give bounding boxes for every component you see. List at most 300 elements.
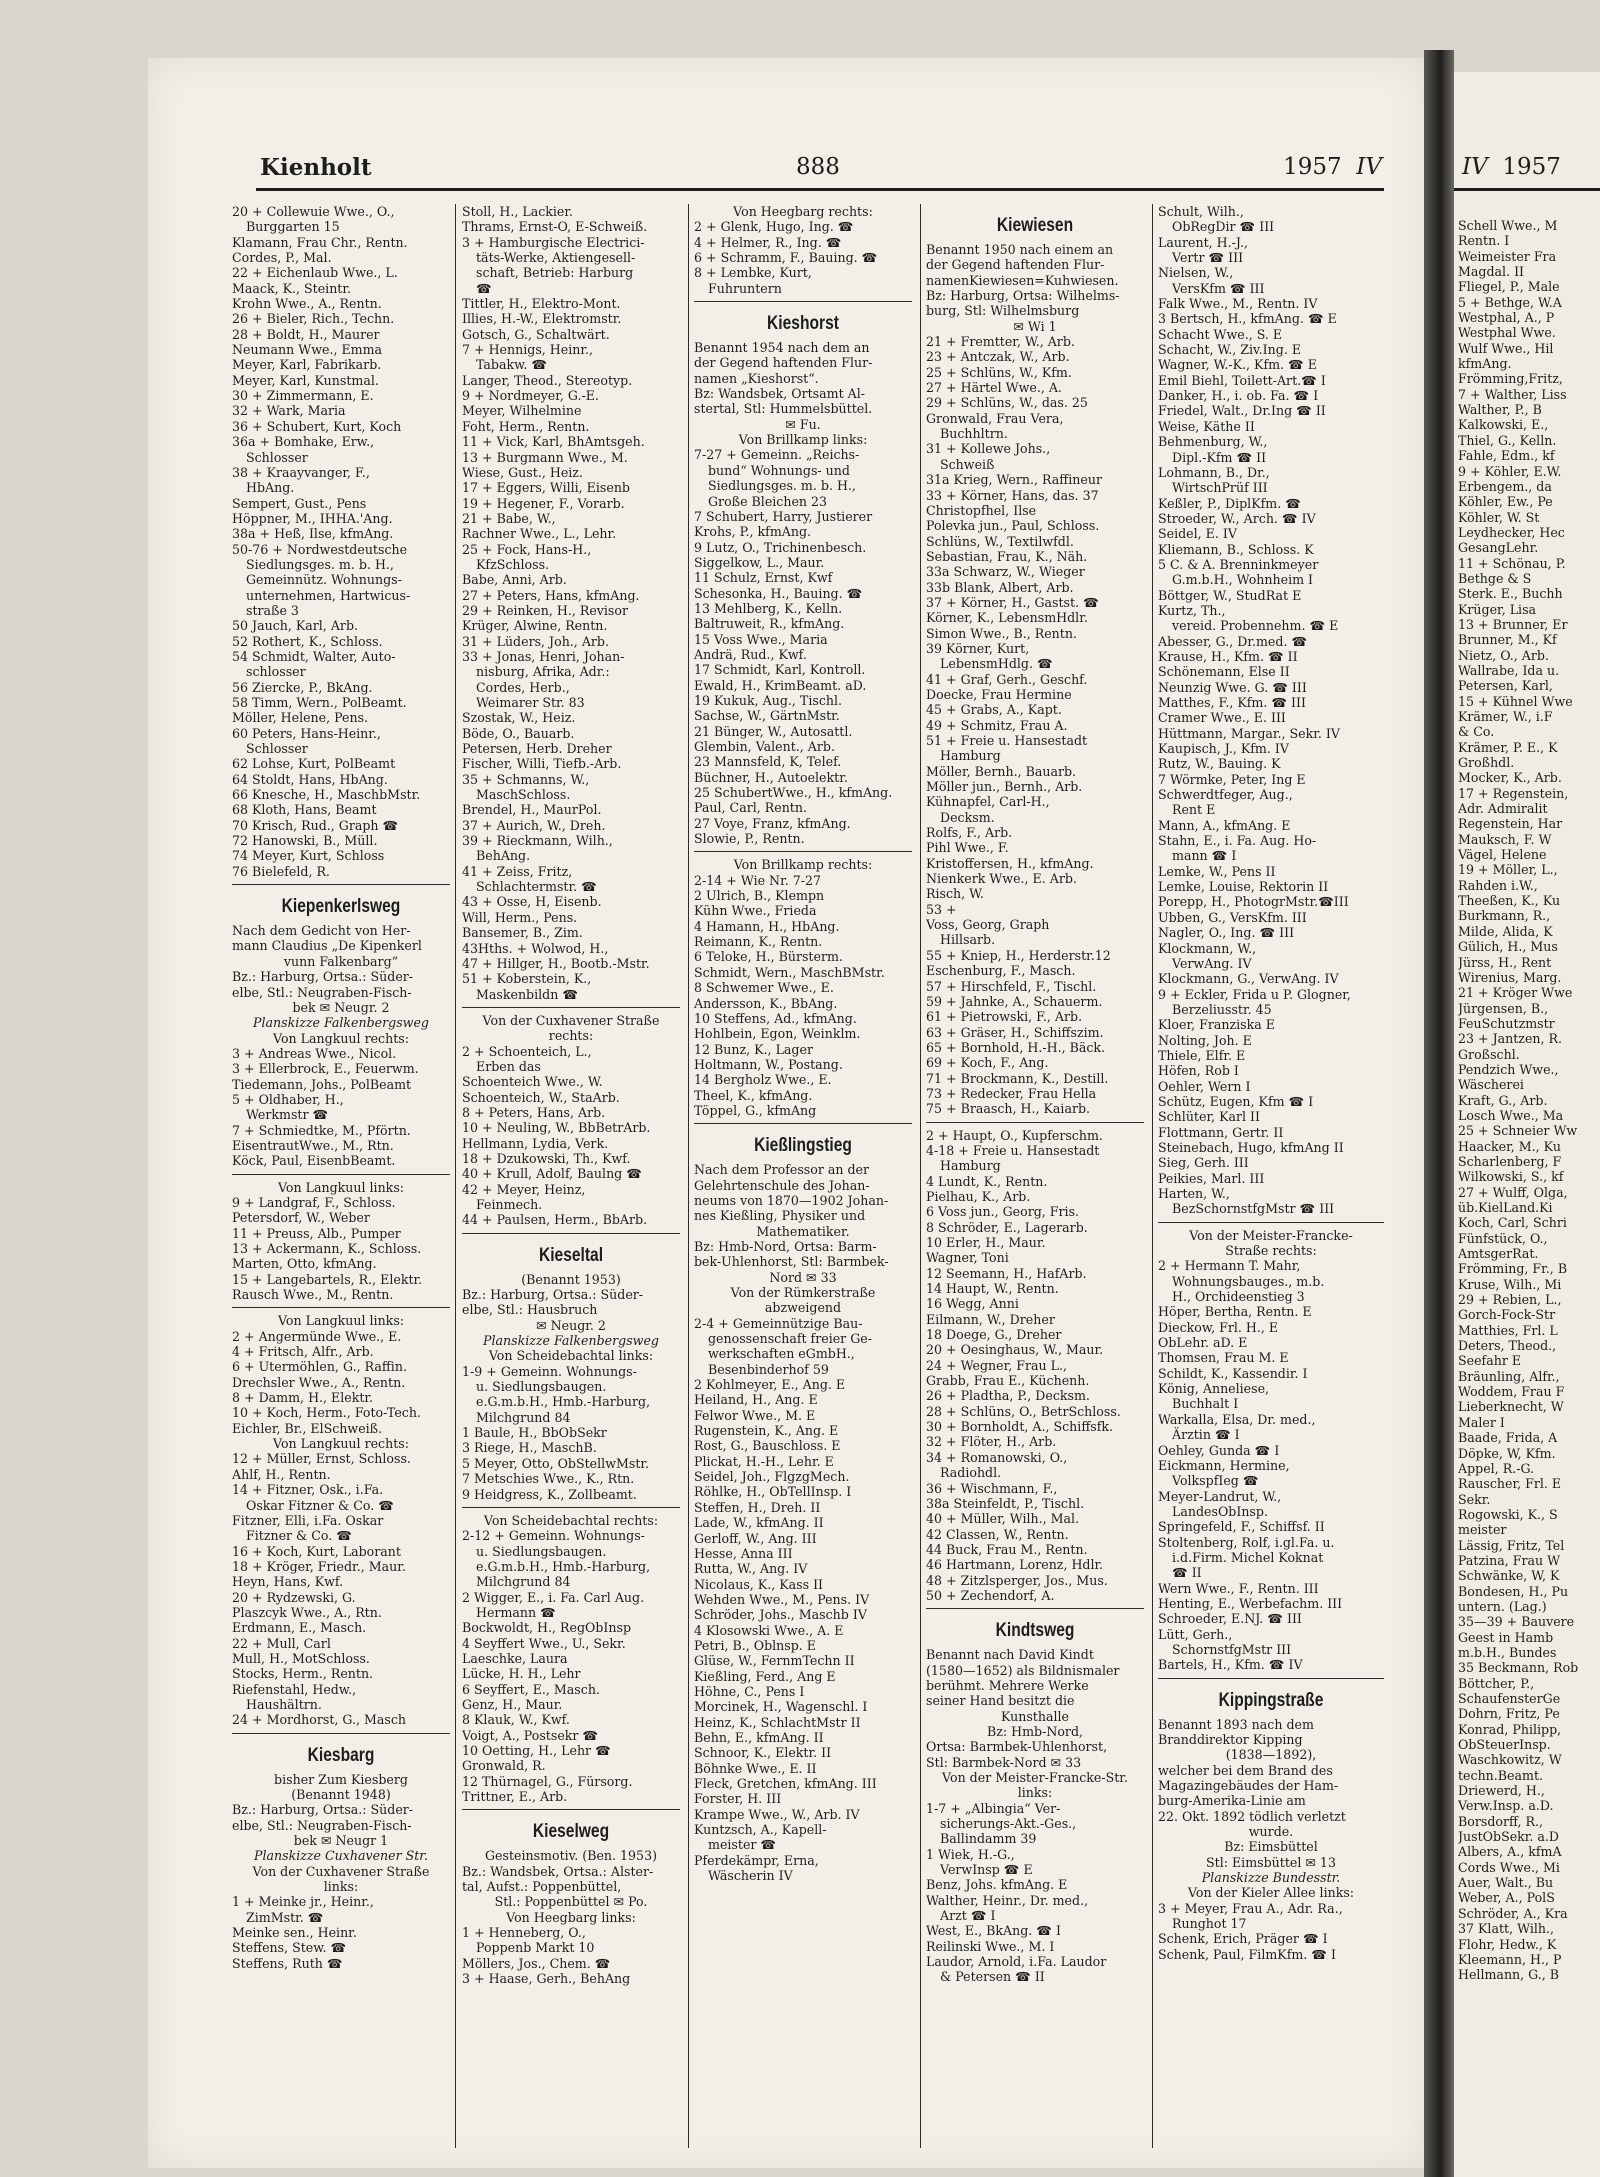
entry-line: Rutz, W., Bauing. K: [1158, 756, 1281, 772]
entry-line: Seidel, E. IV: [1158, 526, 1237, 542]
entry-line: Porepp, H., PhotogrMstr.☎III: [1158, 894, 1349, 910]
adjacent-entry-line: Erbengem., da: [1458, 478, 1552, 494]
adjacent-entry-line: Burkmann, R.,: [1458, 908, 1551, 924]
entry-line: 34 + Romanowski, O.,: [926, 1449, 1068, 1465]
adjacent-entry-line: 15 + Kühnel Wwe: [1458, 693, 1573, 709]
entry-line: Paul, Carl, Rentn.: [694, 800, 807, 816]
adjacent-entry-line: Großschl.: [1458, 1046, 1520, 1062]
entry-line: Voigt, A., Postsekr ☎: [462, 1727, 599, 1743]
entry-line: Drechsler Wwe., A., Rentn.: [232, 1374, 406, 1390]
adjacent-entry-line: Albers, A., kfmA: [1458, 1844, 1562, 1860]
column-3: [694, 204, 912, 2148]
entry-line: Siedlungsges. m. b. H.,: [708, 478, 856, 494]
entry-line: Oehler, Wern I: [1158, 1078, 1251, 1094]
entry-line: (1838—1892),: [1225, 1747, 1317, 1763]
adjacent-header-rule: [1454, 188, 1600, 191]
entry-line: 69 + Koch, F., Ang.: [926, 1055, 1049, 1071]
entry-line: 14 + Fitzner, Osk., i.Fa.: [232, 1482, 384, 1498]
column-2: [462, 204, 680, 2148]
entry-line: Rachner Wwe., L., Lehr.: [462, 526, 617, 542]
entry-line: Fuhruntern: [708, 280, 782, 296]
adjacent-entry-line: Fliegel, P., Male: [1458, 279, 1560, 295]
entry-line: 43Hths. + Wolwod, H.,: [462, 940, 609, 956]
entry-line: 37 + Aurich, W., Dreh.: [462, 817, 606, 833]
adjacent-entry-line: Flohr, Hedw., K: [1458, 1936, 1557, 1952]
entry-line: Polevka jun., Paul, Schloss.: [926, 518, 1100, 534]
entry-line: Tabakw. ☎: [476, 357, 548, 373]
entry-line: 4 + Helmer, R., Ing. ☎: [694, 234, 842, 250]
adjacent-entry-line: Frömming,Fritz,: [1458, 371, 1563, 387]
entry-line: 48 + Zitzlsperger, Jos., Mus.: [926, 1572, 1108, 1588]
entry-line: Berzeliusstr. 45: [1172, 1001, 1272, 1017]
adjacent-entry-line: Konrad, Philipp,: [1458, 1721, 1562, 1737]
entry-line: Cordes, P., Mal.: [232, 250, 332, 266]
entry-line: Rutta, W., Ang. IV: [694, 1561, 808, 1577]
entry-line: Krohs, P., kfmAng.: [694, 524, 812, 540]
entry-line: Von Heegbarg rechts:: [733, 204, 873, 219]
entry-line: Christopfhel, Ilse: [926, 502, 1037, 518]
entry-line: Plickat, H.-H., Lehr. E: [694, 1453, 834, 1469]
entry-line: Fischer, Willi, Tiefb.-Arb.: [462, 756, 622, 772]
entry-line: wurde.: [1248, 1824, 1294, 1840]
entry-line: Töppel, G., kfmAng: [694, 1102, 817, 1118]
adjacent-entry-line: Fahle, Edm., kf: [1458, 448, 1555, 464]
entry-line: Grabb, Frau E., Küchenh.: [926, 1373, 1090, 1389]
entry-line: 27 Voye, Franz, kfmAng.: [694, 815, 851, 831]
adjacent-entry-line: 23 + Jantzen, R.: [1458, 1031, 1563, 1047]
entry-line: Glüse, W., FernmTechn II: [694, 1653, 855, 1669]
entry-line: 18 + Kröger, Friedr., Maur.: [232, 1558, 406, 1574]
adjacent-entry-line: kfmAng.: [1458, 356, 1512, 372]
entry-line: 25 + Fock, Hans-H.,: [462, 541, 592, 557]
entry-line: 15 Voss Wwe., Maria: [694, 631, 828, 647]
entry-line: 10 Erler, H., Maur.: [926, 1235, 1046, 1250]
entry-line: Theel, K., kfmAng.: [694, 1087, 813, 1103]
entry-line: Nagler, O., Ing. ☎ III: [1158, 925, 1295, 941]
adjacent-entry-line: Patzina, Frau W: [1458, 1552, 1561, 1568]
entry-line: 70 Krisch, Rud., Graph ☎: [232, 817, 399, 833]
entry-line: meister ☎: [708, 1837, 777, 1853]
entry-line: Von Langkuul rechts:: [273, 1030, 409, 1046]
entry-line: ☎ II: [1172, 1565, 1202, 1581]
entry-line: 33 + Jonas, Henri, Johan-: [462, 648, 625, 664]
adjacent-entry-line: Gorch-Fock-Str: [1458, 1307, 1556, 1323]
entry-line: sicherungs-Akt.-Ges.,: [940, 1816, 1077, 1832]
entry-line: Von Heegbarg links:: [506, 1909, 636, 1925]
entry-line: Milchgrund 84: [476, 1409, 571, 1425]
adjacent-entry-line: Köhler, W. St: [1458, 509, 1540, 525]
adjacent-entry-line: Böttcher, P.,: [1458, 1675, 1535, 1691]
street-heading: Kieseltal: [538, 1244, 604, 1266]
entry-line: Hesse, Anna III: [694, 1545, 793, 1561]
entry-line: West, E., BkAng. ☎ I: [926, 1923, 1061, 1939]
column-5: [1158, 204, 1384, 2148]
entry-line: Ewald, H., KrimBeamt. aD.: [694, 677, 867, 693]
adjacent-entry-line: Auer, Walt., Bu: [1458, 1875, 1554, 1891]
entry-line: Springefeld, F., Schiffsf. II: [1158, 1519, 1325, 1535]
section-divider: [232, 1733, 450, 1734]
entry-line: ObRegDir ☎ III: [1172, 219, 1275, 235]
adjacent-entry-line: Sekr.: [1458, 1491, 1491, 1507]
entry-line: Milchgrund 84: [476, 1574, 571, 1590]
entry-line: Schröder, Johs., Maschb IV: [694, 1607, 867, 1623]
adjacent-entry-line: Borsdorff, R.,: [1458, 1813, 1543, 1829]
entry-line: 1 + Henneberg, O.,: [462, 1925, 586, 1941]
adjacent-entry-line: 35—39 + Bauvere: [1458, 1614, 1575, 1630]
adjacent-entry-line: Baade, Frida, A: [1458, 1430, 1558, 1446]
entry-line: 2-14 + Wie Nr. 7-27: [694, 872, 822, 888]
entry-line: 25 + Schlüns, W., Kfm.: [926, 364, 1072, 380]
adjacent-entry-line: 5 + Bethge, W.A: [1458, 294, 1562, 310]
entry-line: 20 + Collewuie Wwe., O.,: [232, 204, 395, 219]
adjacent-entry-line: Bondesen, H., Pu: [1458, 1583, 1569, 1599]
entry-line: 21 + Babe, W.,: [462, 510, 556, 526]
entry-line: 5 Meyer, Otto, ObStellwMstr.: [462, 1455, 650, 1471]
entry-line: Kunsthalle: [1000, 1708, 1069, 1724]
entry-line: 13 + Ackermann, K., Schloss.: [232, 1241, 422, 1256]
adjacent-entry-line: Gülich, H., Mus: [1458, 939, 1558, 955]
entry-line: Schlachtermstr. ☎: [476, 879, 597, 895]
entry-line: 59 + Jahnke, A., Schauerm.: [926, 993, 1103, 1009]
entry-line: Höppner, M., IHHA.'Ang.: [232, 510, 393, 526]
entry-line: 47 + Hillger, H., Bootb.-Mstr.: [462, 955, 650, 971]
entry-line: 33b Blank, Albert, Arb.: [926, 579, 1074, 595]
entry-line: (Benannt 1948): [291, 1787, 391, 1802]
entry-line: Bansemer, B., Zim.: [462, 925, 583, 941]
entry-line: unternehmen, Hartwicus-: [246, 587, 411, 603]
entry-line: Friedel, Walt., Dr.Ing ☎ II: [1158, 403, 1326, 419]
entry-line: Große Bleichen 23: [708, 493, 828, 509]
entry-line: Slowie, P., Rentn.: [694, 831, 805, 847]
entry-line: Kießling, Ferd., Ang E: [694, 1668, 836, 1684]
entry-line: Kloer, Franziska E: [1158, 1017, 1275, 1033]
entry-line: Klockmann, W.,: [1158, 940, 1257, 956]
entry-line: 4 Klosowski Wwe., A. E: [694, 1622, 844, 1638]
entry-line: Bz.: Wandsbek, Ortsa.: Alster-: [462, 1863, 654, 1879]
adjacent-entry-line: Mocker, K., Arb.: [1458, 770, 1562, 786]
entry-line: Arzt ☎ I: [940, 1908, 996, 1924]
street-heading: Kiepenkerlsweg: [281, 896, 401, 918]
entry-line: Cramer Wwe., E. III: [1158, 710, 1286, 726]
entry-line: Weise, Käthe II: [1158, 418, 1255, 434]
entry-line: 20 + Oesinghaus, W., Maur.: [926, 1342, 1104, 1358]
entry-line: 40 + Krull, Adolf, Baulng ☎: [462, 1166, 642, 1182]
column-divider: [920, 204, 921, 2148]
entry-line: namen „Kieshorst“.: [694, 370, 819, 386]
entry-line: 17 + Eggers, Willi, Eisenb: [462, 480, 630, 496]
entry-line: Andrä, Rud., Kwf.: [694, 646, 807, 662]
entry-line: nisburg, Afrika, Adr.:: [476, 664, 610, 680]
entry-line: Büchner, H., Autoelektr.: [694, 769, 848, 785]
entry-line: 28 + Boldt, H., Maurer: [232, 326, 380, 342]
adjacent-entry-line: Seefahr E: [1458, 1353, 1522, 1369]
entry-line: 6 Voss jun., Georg, Fris.: [926, 1204, 1080, 1220]
entry-line: u. Siedlungsbaugen.: [476, 1543, 607, 1559]
entry-line: Bockwoldt, H., RegObInsp: [462, 1620, 632, 1636]
entry-line: 50 Jauch, Karl, Arb.: [232, 618, 359, 634]
entry-line: elbe, Stl.: Neugraben-Fisch-: [232, 984, 412, 1000]
entry-line: ✉ Fu.: [785, 416, 821, 432]
entry-line: nes Kießling, Physiker und: [694, 1208, 866, 1224]
entry-line: Lücke, H. H., Lehr: [462, 1666, 581, 1682]
entry-line: SchornstfgMstr III: [1172, 1641, 1292, 1657]
entry-line: LandesObInsp.: [1172, 1503, 1268, 1519]
entry-line: stertal, Stl: Hummelsbüttel.: [694, 401, 873, 417]
entry-line: 2-12 + Gemeinn. Wohnungs-: [462, 1528, 645, 1544]
entry-line: Bz: Harburg, Ortsa: Wilhelms-: [926, 288, 1120, 304]
entry-line: 41 + Graf, Gerh., Geschf.: [926, 671, 1088, 687]
section-divider: [1158, 1678, 1384, 1679]
entry-line: Höhne, C., Pens I: [694, 1683, 805, 1699]
entry-line: Nach dem Gedicht von Her-: [232, 923, 411, 939]
entry-line: 31 + Kollewe Johs.,: [926, 441, 1051, 457]
entry-line: Flottmann, Gertr. II: [1158, 1124, 1284, 1140]
entry-line: Wiese, Gust., Heiz.: [462, 464, 583, 480]
entry-line: 4 + Fritsch, Alfr., Arb.: [232, 1344, 374, 1360]
entry-line: Trittner, E., Arb.: [462, 1789, 568, 1805]
entry-line: 8 Klauk, W., Kwf.: [462, 1712, 570, 1728]
entry-line: 11 Schulz, Ernst, Kwf: [694, 570, 833, 586]
adjacent-entry-line: Milde, Alida, K: [1458, 923, 1553, 939]
adjacent-entry-line: GesangLehr.: [1458, 540, 1539, 556]
entry-line: 36 + Wischmann, F.,: [926, 1480, 1058, 1496]
entry-line: Warkalla, Elsa, Dr. med.,: [1158, 1411, 1316, 1427]
entry-line: Höper, Bertha, Rentn. E: [1158, 1304, 1312, 1320]
adjacent-entry-line: 17 + Regenstein,: [1458, 785, 1569, 801]
street-heading: Kippingstraße: [1218, 1689, 1324, 1711]
adjacent-entry-line: 19 + Möller, L.,: [1458, 862, 1558, 878]
entry-line: 1 + Meinke jr., Heinr.,: [232, 1894, 374, 1910]
entry-line: Sempert, Gust., Pens: [232, 495, 367, 511]
entry-line: e.G.m.b.H., Hmb.-Harburg,: [476, 1394, 651, 1410]
entry-line: 57 + Hirschfeld, F., Tischl.: [926, 978, 1097, 994]
entry-line: genossenschaft freier Ge-: [708, 1331, 872, 1347]
entry-line: 2 + Haupt, O., Kupferschm.: [926, 1127, 1103, 1143]
adjacent-entry-line: 25 + Schneier Ww: [1458, 1123, 1578, 1139]
adjacent-entry-line: Weimeister Fra: [1458, 248, 1557, 264]
entry-line: 23 + Antczak, W., Arb.: [926, 349, 1070, 365]
running-head: Kienholt: [260, 154, 372, 181]
entry-line: Von Langkuul rechts:: [273, 1436, 409, 1452]
entry-line: Genz, H., Maur.: [462, 1696, 563, 1712]
entry-line: Glembin, Valent., Arb.: [694, 739, 835, 754]
entry-line: 10 + Koch, Herm., Foto-Tech.: [232, 1405, 421, 1421]
entry-line: schlosser: [246, 664, 306, 680]
entry-line: 66 Knesche, H., MaschbMstr.: [232, 787, 421, 803]
entry-line: 27 + Härtel Wwe., A.: [926, 380, 1062, 396]
entry-line: ZimMstr. ☎: [246, 1909, 324, 1925]
entry-line: vunn Falkenbarg“: [283, 953, 399, 969]
entry-line: 7 Metschies Wwe., K., Rtn.: [462, 1471, 635, 1487]
entry-line: Stl: Barmbek-Nord ✉ 33: [926, 1754, 1082, 1770]
entry-line: Wern Wwe., F., Rentn. III: [1158, 1580, 1319, 1596]
section-divider: [462, 1007, 680, 1008]
entry-line: Von Langkuul links:: [277, 1313, 405, 1329]
entry-line: Gronwald, R.: [462, 1758, 546, 1774]
adjacent-entry-line: Woddem, Frau F: [1458, 1384, 1565, 1400]
book-spine: [1424, 50, 1454, 2177]
page-header: [256, 154, 1384, 191]
entry-line: Eschenburg, F., Masch.: [926, 963, 1076, 979]
year-volume: 1957 IV: [1283, 154, 1382, 180]
entry-line: 11 + Vick, Karl, BhAmtsgeh.: [462, 434, 645, 450]
entry-line: Meyer, Karl, Kunstmal.: [232, 372, 379, 388]
adjacent-entry-line: ObSteuerInsp.: [1458, 1737, 1551, 1753]
entry-line: Runghot 17: [1172, 1916, 1247, 1932]
adjacent-entry-line: Dohrn, Fritz, Pe: [1458, 1706, 1560, 1722]
entry-line: G.m.b.H., Wohnheim I: [1172, 572, 1314, 588]
entry-line: Böhnke Wwe., E. II: [694, 1760, 817, 1776]
entry-line: 44 + Paulsen, Herm., BbArb.: [462, 1212, 648, 1228]
adjacent-entry-line: Krüger, Lisa: [1458, 601, 1537, 617]
adjacent-entry-line: Bräunling, Alfr.,: [1458, 1368, 1560, 1384]
section-divider: [232, 1174, 450, 1175]
entry-line: Reimann, K., Rentn.: [694, 934, 823, 950]
entry-line: Harten, W.,: [1158, 1186, 1230, 1201]
entry-line: Mathematiker.: [756, 1223, 850, 1239]
column-1: [232, 204, 450, 2148]
entry-line: 50 + Zechendorf, A.: [926, 1587, 1055, 1603]
entry-line: 8 Schwemer Wwe., E.: [694, 980, 834, 996]
adjacent-entry-line: Haacker, M., Ku: [1458, 1138, 1561, 1154]
entry-line: Möller, Helene, Pens.: [232, 710, 369, 726]
entry-line: Schoenteich, W., StaArb.: [462, 1089, 620, 1105]
entry-line: 21 Bünger, W., Autosattl.: [694, 723, 853, 739]
entry-line: 38a Steinfeldt, P., Tischl.: [926, 1495, 1085, 1511]
entry-line: 40 + Müller, Wilh., Mal.: [926, 1511, 1080, 1527]
entry-line: Schoenteich Wwe., W.: [462, 1074, 603, 1090]
entry-line: Bz.: Harburg, Ortsa.: Süder-: [232, 969, 414, 985]
adjacent-entry-line: techn.Beamt.: [1458, 1767, 1544, 1783]
entry-line: täts-Werke, Aktiengesell-: [476, 250, 636, 266]
entry-line: Foht, Herm., Rentn.: [462, 418, 590, 434]
section-divider: [694, 851, 912, 852]
entry-line: Petri, B., Oblnsp. E: [694, 1637, 816, 1653]
adjacent-entry-line: Rogowski, K., S: [1458, 1506, 1558, 1522]
entry-line: Buchhalt I: [1172, 1396, 1239, 1412]
entry-line: 7 Wörmke, Peter, Ing E: [1158, 771, 1306, 787]
adjacent-entry-line: Kalkowski, E.,: [1458, 417, 1549, 433]
entry-line: Riefenstahl, Hedw.,: [232, 1681, 357, 1697]
entry-line: König, Anneliese,: [1158, 1381, 1270, 1397]
adjacent-entry-line: Vägel, Helene: [1458, 847, 1547, 863]
column-divider: [1152, 204, 1153, 2148]
entry-line: Tiedemann, Johs., PolBeamt: [232, 1076, 412, 1092]
entry-line: 19 Kukuk, Aug., Tischl.: [694, 692, 843, 708]
adjacent-entry-line: 27 + Wulff, Olga,: [1458, 1184, 1568, 1200]
entry-line: 51 + Koberstein, K.,: [462, 971, 592, 987]
entry-line: Schenk, Erich, Präger ☎ I: [1158, 1931, 1328, 1947]
entry-line: Bartels, H., Kfm. ☎ IV: [1158, 1657, 1303, 1673]
entry-line: Stahn, E., i. Fa. Aug. Ho-: [1158, 833, 1317, 849]
entry-line: Simon Wwe., B., Rentn.: [926, 625, 1077, 641]
entry-line: Planskizze Cuxhavener Str.: [254, 1848, 428, 1864]
adjacent-entry-line: Leydhecker, Hec: [1458, 524, 1565, 540]
entry-line: Ahlf, H., Rentn.: [232, 1466, 331, 1482]
entry-line: Ubben, G., VersKfm. III: [1158, 909, 1307, 925]
adjacent-entry-line: Walther, P., B: [1458, 402, 1542, 418]
entry-line: H., Orchideenstieg 3: [1172, 1289, 1305, 1305]
entry-line: bek ✉ Neugr. 2: [292, 999, 390, 1015]
entry-line: 71 + Brockmann, K., Destill.: [926, 1070, 1109, 1086]
entry-line: 26 + Pladtha, P., Decksm.: [926, 1388, 1090, 1404]
adjacent-entry-line: Theeßen, K., Ku: [1458, 893, 1561, 909]
entry-line: abzweigend: [764, 1300, 842, 1316]
entry-line: 16 Wegg, Anni: [926, 1296, 1019, 1312]
adjacent-entry-line: Losch Wwe., Ma: [1458, 1107, 1564, 1123]
adjacent-entry-line: 9 + Köhler, E.W.: [1458, 463, 1562, 479]
entry-line: Pferdekämpr, Erna,: [694, 1852, 819, 1868]
column-divider: [455, 204, 456, 2148]
adjacent-entry-line: 29 + Rebien, L.,: [1458, 1292, 1562, 1308]
entry-line: Nolting, Joh. E: [1158, 1032, 1252, 1048]
entry-line: Von der Meister-Francke-Str.: [942, 1770, 1128, 1785]
entry-line: Peikies, Marl. III: [1158, 1170, 1265, 1186]
entry-line: Planskizze Bundesstr.: [1201, 1870, 1341, 1886]
adjacent-entry-line: Waschkowitz, W: [1458, 1752, 1562, 1768]
entry-line: Möller, Bernh., Bauarb.: [926, 763, 1077, 779]
entry-line: Forster, H. III: [694, 1791, 782, 1807]
entry-line: Werkmstr ☎: [246, 1107, 329, 1123]
entry-line: elbe, Stl.: Neugraben-Fisch-: [232, 1817, 412, 1833]
entry-line: Holtmann, W., Postang.: [694, 1056, 843, 1072]
adjacent-entry-line: Wulf Wwe., Hil: [1458, 340, 1554, 356]
entry-line: 9 + Landgraf, F., Schloss.: [232, 1194, 396, 1210]
entry-line: mann ☎ I: [1172, 848, 1237, 864]
entry-line: Stroeder, W., Arch. ☎ IV: [1158, 510, 1316, 526]
entry-line: Hohlbein, Egon, Weinklm.: [694, 1026, 861, 1042]
entry-line: 44 Buck, Frau M., Rentn.: [926, 1541, 1088, 1557]
entry-line: der Gegend haftenden Flur-: [694, 355, 873, 371]
entry-line: EisentrautWwe., M., Rtn.: [232, 1137, 394, 1153]
entry-line: Sebastian, Frau, K., Näh.: [926, 548, 1088, 564]
entry-line: Sieg, Gerh. III: [1158, 1155, 1249, 1171]
entry-line: ✉ Neugr. 2: [536, 1317, 606, 1333]
entry-line: elbe, Stl.: Hausbruch: [462, 1302, 598, 1318]
entry-line: 2-4 + Gemeinnützige Bau-: [694, 1315, 863, 1331]
entry-line: Gelehrtenschule des Johan-: [694, 1177, 870, 1193]
entry-line: Oehley, Gunda ☎ I: [1158, 1442, 1280, 1458]
entry-line: tal, Aufst.: Poppenbüttel,: [462, 1879, 622, 1895]
entry-line: Keßler, P., DiplKfm. ☎: [1158, 495, 1301, 511]
entry-line: Hüttmann, Margar., Sekr. IV: [1158, 725, 1340, 741]
entry-line: ☎: [476, 280, 492, 296]
entry-line: 31a Krieg, Wern., Raffineur: [926, 472, 1102, 488]
entry-line: Von der Kieler Allee links:: [1187, 1885, 1355, 1901]
adjacent-entry-line: Regenstein, Har: [1458, 816, 1563, 832]
entry-line: Steffens, Ruth ☎: [232, 1955, 343, 1971]
entry-line: Benz, Johs. kfmAng. E: [926, 1877, 1068, 1893]
entry-line: (Benannt 1953): [521, 1271, 621, 1287]
entry-line: mann Claudius „De Kipenkerl: [232, 938, 422, 954]
entry-line: 3 + Ellerbrock, E., Feuerwm.: [232, 1061, 419, 1077]
adjacent-entry-line: Rentn. I: [1458, 233, 1510, 249]
entry-line: Abesser, G., Dr.med. ☎: [1158, 633, 1308, 649]
entry-line: Bz: Hmb-Nord,: [986, 1723, 1084, 1739]
adjacent-entry-line: Koch, Carl, Schri: [1458, 1215, 1567, 1231]
adjacent-entry-line: Fünfstück, O.,: [1458, 1230, 1548, 1246]
adjacent-entry-line: Jürgensen, B.,: [1458, 1000, 1549, 1016]
entry-line: Nord ✉ 33: [769, 1269, 837, 1285]
column-4: [926, 204, 1144, 2148]
entry-line: Erdmann, E., Masch.: [232, 1620, 367, 1636]
entry-line: Wagner, Toni: [926, 1250, 1009, 1266]
section-divider: [232, 1307, 450, 1308]
entry-line: Klockmann, G., VerwAng. IV: [1158, 971, 1339, 987]
adjacent-entry-line: Kleemann, H., P: [1458, 1951, 1562, 1967]
entry-line: 22. Okt. 1892 tödlich verletzt: [1158, 1808, 1346, 1824]
entry-line: Rugenstein, K., Ang. E: [694, 1423, 839, 1439]
